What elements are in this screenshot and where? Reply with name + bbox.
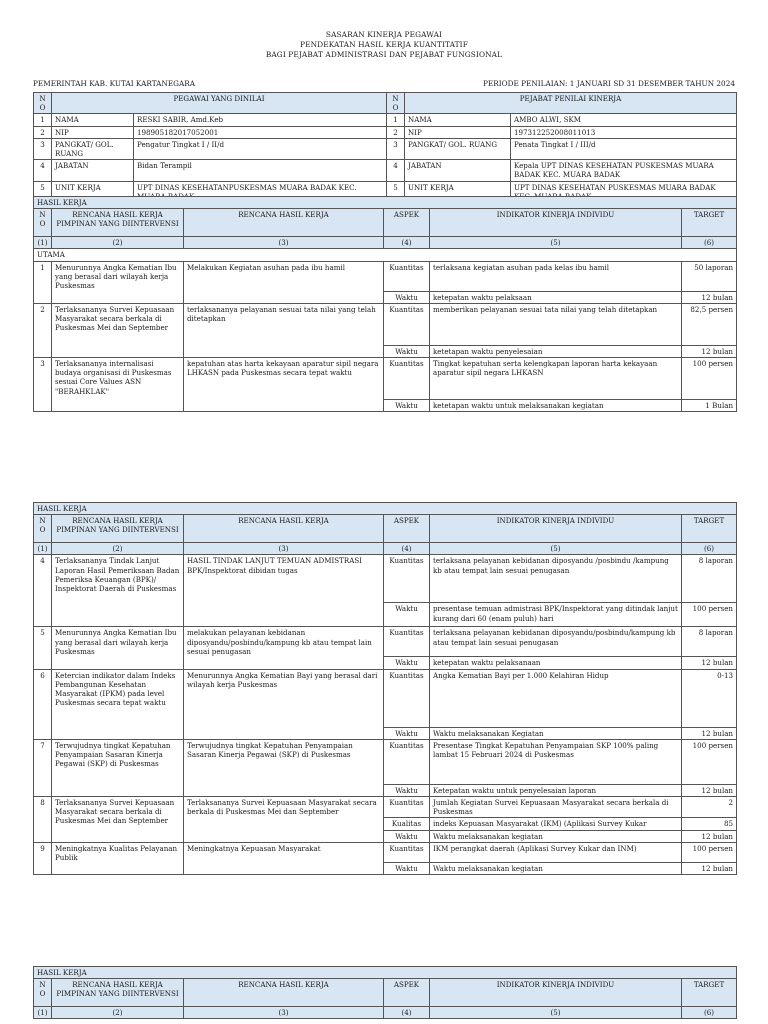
table-row (34, 797, 737, 818)
target-cell: 100 persen (682, 842, 737, 862)
aspek-cell: Waktu (384, 862, 430, 874)
target-cell: 12 bulan (682, 291, 737, 303)
col-rhk-pimpinan-header: RENCANA HASIL KERJA PIMPINAN YANG DIINTERVENSI (52, 515, 184, 543)
column-number-row (34, 237, 737, 249)
identity-row-number-right: 2 (387, 126, 405, 138)
hasil-kerja-table-1 (33, 196, 737, 412)
table-row (34, 303, 737, 345)
appraiser-field-label: NIP (405, 126, 511, 138)
column-number: (2) (52, 1007, 184, 1019)
aspek-cell: Kuantitas (384, 358, 430, 400)
section-row (34, 503, 737, 515)
appraiser-field-value: UPT DINAS KESEHATAN PUSKESMAS MUARA BADAK (511, 181, 737, 202)
appraisee-field-value: 198905182017052001 (134, 126, 387, 138)
target-cell: 50 laporan (682, 261, 737, 291)
table-row (34, 739, 737, 784)
identity-table (33, 92, 737, 203)
identity-row-number-right: 4 (387, 160, 405, 181)
government-name: PEMERINTAH KAB. KUTAI KARTANEGARA (33, 79, 196, 88)
aspek-cell: Kuantitas (384, 797, 430, 818)
col-no-header: NO (34, 979, 52, 1007)
rhk-cell: Melakukan Kegiatan asuhan pada ibu hamil (184, 261, 384, 303)
identity-row (34, 114, 737, 126)
column-number: (3) (184, 237, 384, 249)
aspek-cell: Kuantitas (384, 739, 430, 784)
target-cell: 12 bulan (682, 862, 737, 874)
doc-title-line2: PENDEKATAN HASIL KERJA KUANTITATIF (300, 40, 468, 49)
appraiser-header: PEJABAT PENILAI KINERJA (405, 93, 737, 114)
aspek-cell: Kuantitas (384, 627, 430, 657)
target-cell: 12 bulan (682, 345, 737, 357)
appraiser-field-value: AMBO ALWI, SKM (511, 114, 737, 126)
identity-row-number: 4 (34, 160, 52, 181)
column-number: (6) (682, 543, 737, 555)
col-rhk-header: RENCANA HASIL KERJA (184, 979, 384, 1007)
utama-label: UTAMA (34, 249, 737, 261)
aspek-cell: Kuantitas (384, 303, 430, 345)
identity-row (34, 126, 737, 138)
target-cell: 100 persen (682, 358, 737, 400)
column-number: (6) (682, 1007, 737, 1019)
aspek-cell: Waktu (384, 830, 430, 842)
column-number: (5) (430, 1007, 682, 1019)
column-header-row (34, 209, 737, 237)
appraisee-field-value: Bidan Terampil (134, 160, 387, 181)
target-cell: 12 bulan (682, 784, 737, 796)
row-number: 7 (34, 739, 52, 796)
rhk-cell: kepatuhan atas harta kekayaan aparatur sipil negara LHKASN pada Puskesmas secara tepat waktu (184, 358, 384, 412)
col-rhk-pimpinan-header: RENCANA HASIL KERJA PIMPINAN YANG DIINTERVENSI (52, 979, 184, 1007)
column-number: (1) (34, 237, 52, 249)
section-row (34, 967, 737, 979)
identity-row (34, 138, 737, 159)
aspek-cell: Waktu (384, 291, 430, 303)
table-row (34, 261, 737, 291)
hasil-kerja-table-3 (33, 966, 737, 1019)
appraisee-field-label: JABATAN (52, 160, 134, 181)
target-cell: 8 laporan (682, 555, 737, 603)
aspek-cell: Kuantitas (384, 555, 430, 603)
row-number: 6 (34, 669, 52, 739)
rhk-pimpinan-cell: Terlaksananya internalisasi budaya organisasi di Puskesmas sesuai Core Values ASN "BERAHKLAK" (52, 358, 184, 412)
identity-row-number: 5 (34, 181, 52, 202)
col-rhk-header: RENCANA HASIL KERJA (184, 209, 384, 237)
rhk-cell: Meningkatnya Kepuasan Masyarakat (184, 842, 384, 874)
rhk-pimpinan-cell: Ketercian indikator dalam Indeks Pembangunan Kesehatan Masyarakat (IPKM) pada level Puskesmas secara tepat waktu (52, 669, 184, 739)
indikator-cell: Jumlah Kegiatan Survei Kepuasaan Masyarakat secara berkala di Puskesmas (430, 797, 682, 818)
col-indikator-header: INDIKATOR KINERJA INDIVIDU (430, 979, 682, 1007)
rhk-pimpinan-cell: Meningkatnya Kualitas Pelayanan Publik (52, 842, 184, 874)
col-target-header: TARGET (682, 209, 737, 237)
appraisee-field-value: RESKI SABIR, Amd.Keb (134, 114, 387, 126)
appraiser-field-label: NAMA (405, 114, 511, 126)
identity-row-number: 3 (34, 138, 52, 159)
col-target-header: TARGET (682, 515, 737, 543)
column-number: (5) (430, 237, 682, 249)
indikator-cell: terlaksana pelayanan kebidanan diposyandu/posbindu/kampung kb atau tempat lain sesuai penugasan (430, 627, 682, 657)
aspek-cell: Waktu (384, 727, 430, 739)
assessment-period: PERIODE PENILAIAN: 1 JANUARI SD 31 DESEMBER TAHUN 2024 (483, 79, 735, 88)
indikator-cell: ketetapan waktu penyelesaian (430, 345, 682, 357)
target-cell: 12 bulan (682, 657, 737, 669)
column-number: (4) (384, 237, 430, 249)
column-number: (1) (34, 1007, 52, 1019)
column-number: (1) (34, 543, 52, 555)
indikator-cell: indeks Kepuasan Masyarakat (IKM) (Aplikasi Survey Kukar (430, 818, 682, 830)
col-rhk-header: RENCANA HASIL KERJA (184, 515, 384, 543)
appraiser-field-label: UNIT KERJA (405, 181, 511, 202)
col-indikator-header: INDIKATOR KINERJA INDIVIDU (430, 209, 682, 237)
column-number-row (34, 1007, 737, 1019)
aspek-cell: Waktu (384, 784, 430, 796)
appraiser-field-label: JABATAN (405, 160, 511, 181)
table-row (34, 627, 737, 657)
identity-row-number: 2 (34, 126, 52, 138)
appraisee-field-label: NIP (52, 126, 134, 138)
aspek-cell: Waktu (384, 345, 430, 357)
col-target-header: TARGET (682, 979, 737, 1007)
aspek-cell: Waktu (384, 603, 430, 627)
row-number: 8 (34, 797, 52, 843)
indikator-cell: memberikan pelayanan sesuai tata nilai yang telah ditetapkan (430, 303, 682, 345)
indikator-cell: ketetapan waktu untuk melaksanakan kegiatan (430, 400, 682, 412)
column-header-row (34, 515, 737, 543)
rhk-cell: Terlaksananya Survei Kepuasaan Masyarakat secara berkala di Puskesmas Mei dan September (184, 797, 384, 843)
col-indikator-header: INDIKATOR KINERJA INDIVIDU (430, 515, 682, 543)
section-label: HASIL KERJA (34, 503, 737, 515)
appraiser-field-value: 197312252008011013 (511, 126, 737, 138)
row-number: 9 (34, 842, 52, 874)
column-number: (6) (682, 237, 737, 249)
indikator-cell: Presentase Tingkat Kepatuhan Penyampaian SKP 100% paling lambat 15 Februari 2024 di Puskesmas (430, 739, 682, 784)
appraiser-field-value: Kepala UPT DINAS KESEHATAN PUSKESMAS MUARA BADAK KEC. MUARA BADAK (511, 160, 737, 181)
utama-row (34, 249, 737, 261)
identity-no-header: NO (34, 93, 52, 114)
appraisee-field-value: Pengatur Tingkat I / II/d (134, 138, 387, 159)
rhk-cell: HASIL TINDAK LANJUT TEMUAN ADMISTRASI BPK/Inspektorat dibidan tugas (184, 555, 384, 627)
col-rhk-pimpinan-header: RENCANA HASIL KERJA PIMPINAN YANG DIINTERVENSI (52, 209, 184, 237)
appraisee-field-label: PANGKAT/ GOL. RUANG (52, 138, 134, 159)
col-no-header: NO (34, 515, 52, 543)
doc-title-line1: SASARAN KINERJA PEGAWAI (325, 30, 443, 39)
indikator-cell: terlaksana pelayanan kebidanan diposyandu /posbindu /kampung kb atau tempat lain sesuai penugasan (430, 555, 682, 603)
identity-row-number-right: 3 (387, 138, 405, 159)
rhk-pimpinan-cell: Terlaksananya Survei Kepuasaan Masyarakat secara berkala di Puskesmas Mei dan September (52, 303, 184, 357)
appraisee-field-value: UPT DINAS KESEHATANPUSKESMAS MUARA BADAK KEC. (134, 181, 387, 202)
section-row (34, 197, 737, 209)
rhk-pimpinan-cell: Terlaksananya Tindak Lanjut Laporan Hasil Pemeriksaan Badan Pemeriksa Keuangan (BPK)/ Inspektorat Daerah di Puskesmas (52, 555, 184, 627)
indikator-cell: presentase temuan admistrasi BPK/Inspektorat yang ditindak lanjut kurang dari 60 (enam puluh) hari (430, 603, 682, 627)
table-row (34, 669, 737, 727)
target-cell: 100 persen (682, 603, 737, 627)
column-number-row (34, 543, 737, 555)
appraisee-header: PEGAWAI YANG DINILAI (52, 93, 387, 114)
column-number: (5) (430, 543, 682, 555)
appraisee-field-label: UNIT KERJA (52, 181, 134, 202)
aspek-cell: Waktu (384, 657, 430, 669)
col-aspek-header: ASPEK (384, 209, 430, 237)
target-cell: 1 Bulan (682, 400, 737, 412)
row-number: 5 (34, 627, 52, 669)
indikator-cell: Waktu melaksanakan kegiatan (430, 862, 682, 874)
indikator-cell: Ketepatan waktu untuk penyelesaian laporan (430, 784, 682, 796)
row-number: 4 (34, 555, 52, 627)
row-number: 3 (34, 358, 52, 412)
rhk-cell: Menurunnya Angka Kematian Bayi yang berasal dari wilayah kerja Puskesmas (184, 669, 384, 739)
appraisee-field-label: NAMA (52, 114, 134, 126)
target-cell: 12 bulan (682, 830, 737, 842)
col-aspek-header: ASPEK (384, 979, 430, 1007)
section-label: HASIL KERJA (34, 967, 737, 979)
target-cell: 12 bulan (682, 727, 737, 739)
aspek-cell: Kuantitas (384, 669, 430, 727)
rhk-pimpinan-cell: Menurunnya Angka Kematian Ibu yang berasal dari wilayah kerja Puskesmas (52, 261, 184, 303)
row-number: 1 (34, 261, 52, 303)
identity-row-number-right: 5 (387, 181, 405, 202)
column-header-row (34, 979, 737, 1007)
section-label: HASIL KERJA (34, 197, 737, 209)
target-cell: 2 (682, 797, 737, 818)
target-cell: 85 (682, 818, 737, 830)
identity-row-number: 1 (34, 114, 52, 126)
rhk-pimpinan-cell: Terlaksananya Survei Kepuasaan Masyarakat secara berkala di Puskesmas Mei dan September (52, 797, 184, 843)
indikator-cell: IKM perangkat daerah (Aplikasi Survey Kukar dan INM) (430, 842, 682, 862)
identity-row (34, 160, 737, 181)
appraiser-field-value: Penata Tingkat I / III/d (511, 138, 737, 159)
indikator-cell: ketepatan waktu pelaksaan (430, 291, 682, 303)
target-cell: 82,5 persen (682, 303, 737, 345)
column-number: (3) (184, 543, 384, 555)
target-cell: 0-13 (682, 669, 737, 727)
rhk-cell: melakukan pelayanan kebidanan diposyandu/posbindu/kampung kb atau tempat lain sesuai penugasan (184, 627, 384, 669)
table-row (34, 555, 737, 603)
target-cell: 8 laporan (682, 627, 737, 657)
aspek-cell: Kuantitas (384, 842, 430, 862)
indikator-cell: ketepatan waktu pelaksanaan (430, 657, 682, 669)
indikator-cell: Waktu melaksanakan kegiatan (430, 830, 682, 842)
doc-title-line3: BAGI PEJABAT ADMINISTRASI DAN PEJABAT FUNGSIONAL (265, 50, 503, 59)
column-number: (3) (184, 1007, 384, 1019)
rhk-pimpinan-cell: Menurunnya Angka Kematian Ibu yang berasal dari wilayah kerja Puskesmas (52, 627, 184, 669)
indikator-cell: Tingkat kepatuhan serta kelengkapan laporan harta kekayaan aparatur sipil negara LHKASN (430, 358, 682, 400)
identity-no-header-right: NO (387, 93, 405, 114)
appraiser-field-label: PANGKAT/ GOL. RUANG (405, 138, 511, 159)
rhk-cell: Terwujudnya tingkat Kepatuhan Penyampaian Sasaran Kinerja Pegawai (SKP) di Puskesmas (184, 739, 384, 796)
aspek-cell: Waktu (384, 400, 430, 412)
col-aspek-header: ASPEK (384, 515, 430, 543)
col-no-header: NO (34, 209, 52, 237)
table-row (34, 842, 737, 862)
identity-row-number-right: 1 (387, 114, 405, 126)
column-number: (4) (384, 1007, 430, 1019)
indikator-cell: Waktu melaksanakan Kegiatan (430, 727, 682, 739)
target-cell: 100 persen (682, 739, 737, 784)
hasil-kerja-table-2 (33, 502, 737, 875)
column-number: (2) (52, 543, 184, 555)
column-number: (4) (384, 543, 430, 555)
row-number: 2 (34, 303, 52, 357)
column-number: (2) (52, 237, 184, 249)
indikator-cell: Angka Kematian Bayi per 1.000 Kelahiran Hidup (430, 669, 682, 727)
aspek-cell: Kualitas (384, 818, 430, 830)
indikator-cell: terlaksana kegiatan asuhan pada kelas ibu hamil (430, 261, 682, 291)
rhk-pimpinan-cell: Terwujudnya tingkat Kepatuhan Penyampaian Sasaran Kinerja Pegawai (SKP) di Puskesmas (52, 739, 184, 796)
rhk-cell: terlaksananya pelayanan sesuai tata nilai yang telah ditetapkan (184, 303, 384, 357)
table-row (34, 358, 737, 400)
aspek-cell: Kuantitas (384, 261, 430, 291)
